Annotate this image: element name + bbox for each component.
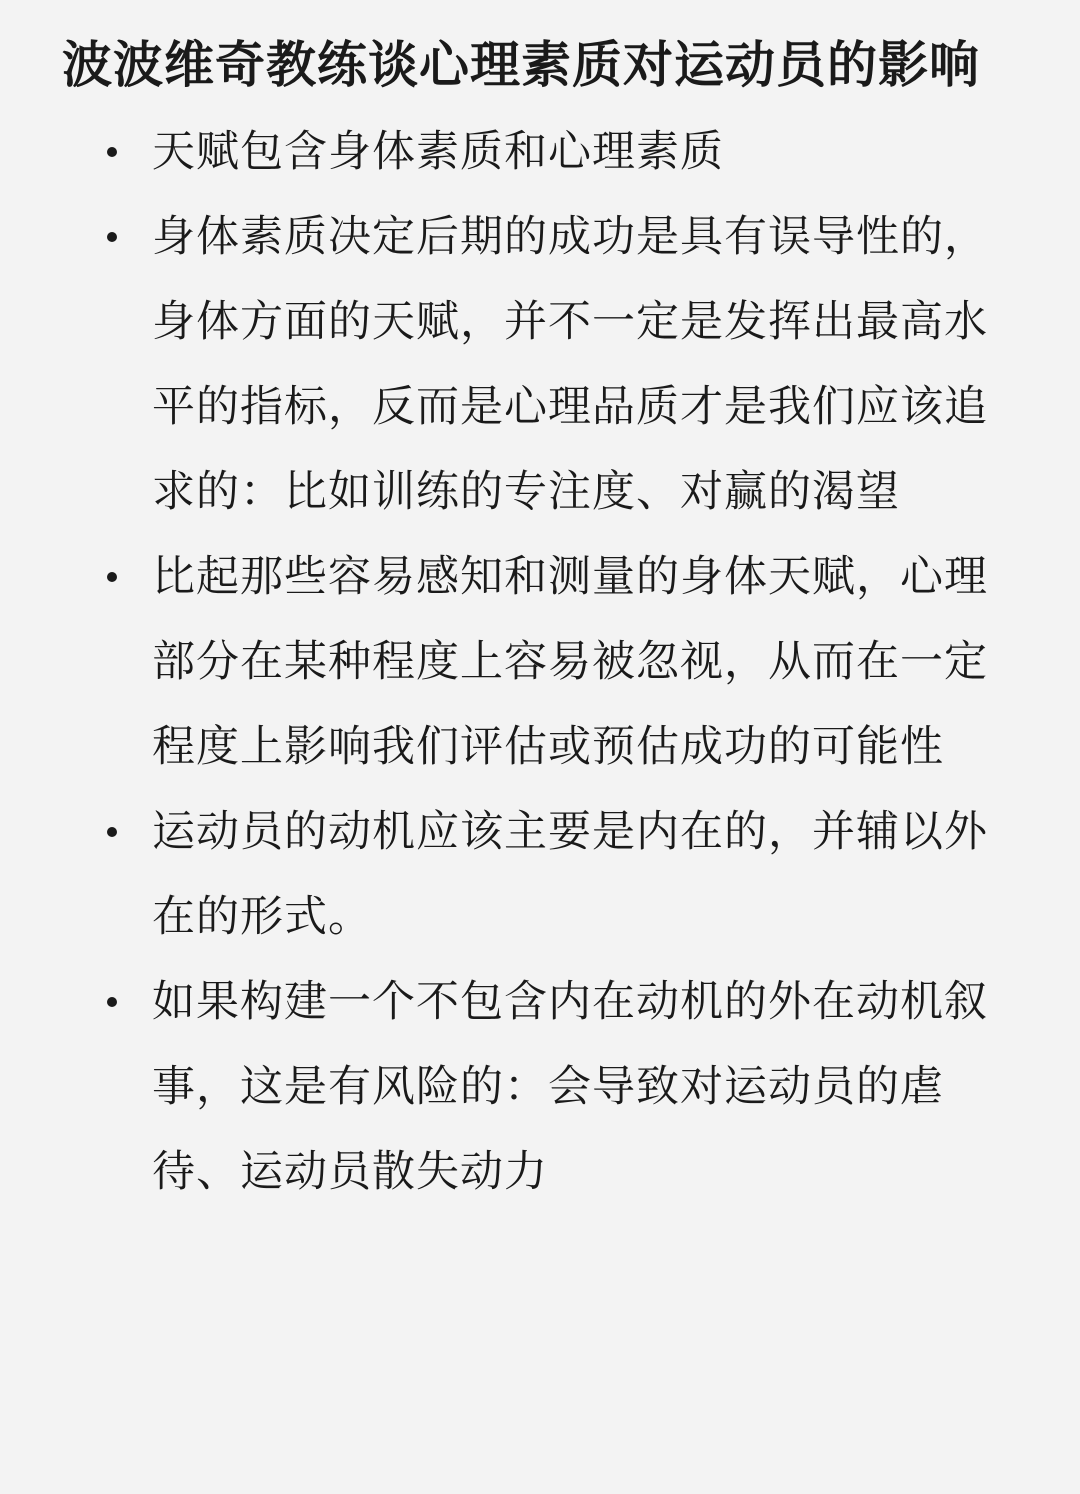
bullet-dot-icon xyxy=(107,572,117,582)
bullet-text: 如果构建一个不包含内在动机的外在动机叙事，这是有风险的：会导致对运动员的虐待、运动员散失动力 xyxy=(152,977,988,1197)
bullet-item xyxy=(62,110,1018,195)
bullet-item xyxy=(62,535,1018,790)
bullet-dot-icon xyxy=(107,997,117,1007)
bullet-item xyxy=(62,960,1018,1215)
bullet-list xyxy=(62,110,1018,1215)
bullet-text: 身体素质决定后期的成功是具有误导性的，身体方面的天赋，并不一定是发挥出最高水平的指标，反而是心理品质才是我们应该追求的：比如训练的专注度、对赢的渴望 xyxy=(152,212,988,517)
bullet-item xyxy=(62,195,1018,535)
bullet-text: 比起那些容易感知和测量的身体天赋，心理部分在某种程度上容易被忽视，从而在一定程度上影响我们评估或预估成功的可能性 xyxy=(152,552,988,772)
bullet-dot-icon xyxy=(107,147,117,157)
bullet-dot-icon xyxy=(107,232,117,242)
bullet-dot-icon xyxy=(107,827,117,837)
note-title: 波波维奇教练谈心理素质对运动员的影响 xyxy=(62,36,980,94)
bullet-text: 天赋包含身体素质和心理素质 xyxy=(152,127,724,177)
bullet-item xyxy=(62,790,1018,960)
bullet-text: 运动员的动机应该主要是内在的，并辅以外在的形式。 xyxy=(152,807,988,942)
